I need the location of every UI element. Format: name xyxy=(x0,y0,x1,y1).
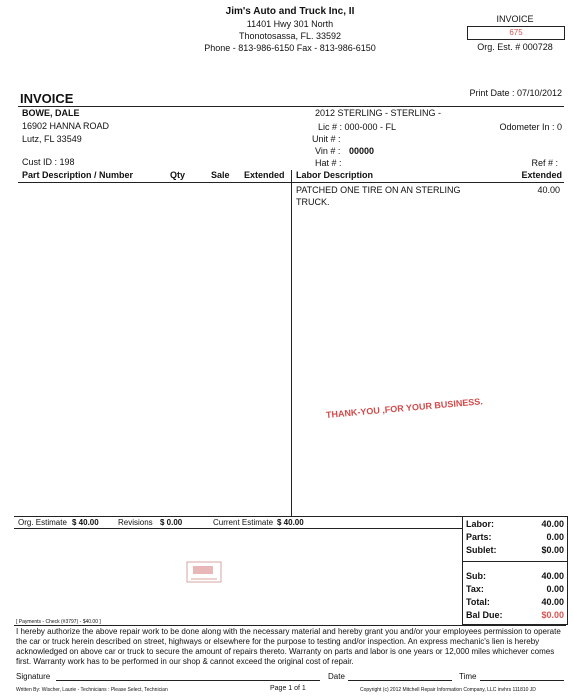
payments-note: [ Payments - Check (#3797) - $40.00 ] xyxy=(16,619,101,625)
vehicle-license: Lic # : 000-000 - FL xyxy=(318,122,397,132)
invoice-title: INVOICE xyxy=(20,91,74,106)
col-labor-description: Labor Description xyxy=(296,170,374,180)
col-qty: Qty xyxy=(170,170,186,180)
revisions-label: Revisions xyxy=(118,518,153,527)
page-number: Page 1 of 1 xyxy=(270,685,306,692)
vehicle-vin-value: 00000 xyxy=(349,146,375,156)
authorization-text: I hereby authorize the above repair work to be done along with the necessary material and hereby grant you and/or your employees permission to operate the car or truck herein described on street, highways or elsewhere for the purpose to testing and/or inspection. An express mechanic's lien is hereby acknowledged on above car or truck to secure the amount of repairs thereto. Warranty on parts and labor is one years or 12,000 miles whichever comes first. Warranty work has to be performed in our shop & cannot exceed the original cost of repair. xyxy=(16,627,561,666)
labor-line-desc-2: TRUCK. xyxy=(296,197,330,207)
sub-total-label: Sub: xyxy=(466,571,486,581)
faint-stamp-graphic xyxy=(185,558,225,588)
tax-value: 0.00 xyxy=(546,584,564,594)
estimate-rule-top xyxy=(14,516,462,517)
org-estimate-value: $ 40.00 xyxy=(72,518,99,527)
grand-total-label: Total: xyxy=(466,597,490,607)
signature-label: Signature xyxy=(16,672,51,681)
labor-line-desc-1: PATCHED ONE TIRE ON AN STERLING xyxy=(296,185,461,195)
sub-total-value: 40.00 xyxy=(541,571,564,581)
col-part-description: Part Description / Number xyxy=(22,170,134,180)
parts-total-label: Parts: xyxy=(466,532,492,542)
col-extended: Extended xyxy=(244,170,285,180)
column-divider xyxy=(291,170,292,516)
customer-street: 16902 HANNA ROAD xyxy=(22,121,110,131)
title-rule xyxy=(18,106,564,107)
current-estimate-label: Current Estimate xyxy=(213,518,274,527)
balance-due-value: $0.00 xyxy=(541,610,564,620)
labor-total-label: Labor: xyxy=(466,519,494,529)
thank-you-stamp: THANK-YOU ,FOR YOUR BUSINESS. xyxy=(325,396,484,420)
time-label: Time xyxy=(459,672,477,681)
totals-divider xyxy=(462,561,567,562)
reference-number: Ref # : xyxy=(531,158,558,168)
current-estimate-value: $ 40.00 xyxy=(277,518,304,527)
date-line xyxy=(348,680,452,681)
invoice-box-label: INVOICE xyxy=(496,14,534,24)
shop-city: Thonotosassa, FL. 33592 xyxy=(238,31,342,41)
vehicle-description: 2012 STERLING - STERLING - xyxy=(315,108,442,118)
written-by: Written By: Wischer, Laurie - Technicians : Please Select, Technician xyxy=(16,687,168,693)
auth-rule xyxy=(14,625,566,626)
col-sale: Sale xyxy=(211,170,230,180)
time-line xyxy=(480,680,564,681)
date-label: Date xyxy=(328,672,345,681)
customer-id: Cust ID : 198 xyxy=(22,157,75,167)
signature-line xyxy=(56,680,320,681)
shop-name: Jim's Auto and Truck Inc, II xyxy=(225,6,355,17)
grand-total-value: 40.00 xyxy=(541,597,564,607)
org-estimate-number: Org. Est. # 000728 xyxy=(477,42,553,52)
labor-line-amount: 40.00 xyxy=(537,185,560,195)
col-labor-extended: Extended xyxy=(521,170,562,180)
vehicle-unit: Unit # : xyxy=(312,134,341,144)
org-estimate-label: Org. Estimate xyxy=(18,518,67,527)
revisions-value: $ 0.00 xyxy=(160,518,183,527)
shop-address: 11401 Hwy 301 North xyxy=(246,19,334,29)
estimate-rule-bottom xyxy=(14,528,462,529)
customer-name: BOWE, DALE xyxy=(22,108,80,118)
sublet-total-value: $0.00 xyxy=(541,545,564,555)
vehicle-vin-label: Vin # : xyxy=(315,146,341,156)
odometer-in: Odometer In : 0 xyxy=(499,122,562,132)
invoice-number: 675 xyxy=(467,26,565,40)
copyright: Copyright (c) 2012 Mitchell Repair Information Company, LLC invhrs 111810 JD xyxy=(360,687,536,693)
parts-total-value: 0.00 xyxy=(546,532,564,542)
shop-phone: Phone - 813-986-6150 Fax - 813-986-6150 xyxy=(204,43,376,53)
customer-city: Lutz, FL 33549 xyxy=(22,134,82,144)
balance-due-label: Bal Due: xyxy=(466,610,503,620)
vehicle-hat: Hat # : xyxy=(315,158,342,168)
print-date: Print Date : 07/10/2012 xyxy=(469,88,562,98)
labor-total-value: 40.00 xyxy=(541,519,564,529)
tax-label: Tax: xyxy=(466,584,484,594)
sublet-total-label: Sublet: xyxy=(466,545,497,555)
